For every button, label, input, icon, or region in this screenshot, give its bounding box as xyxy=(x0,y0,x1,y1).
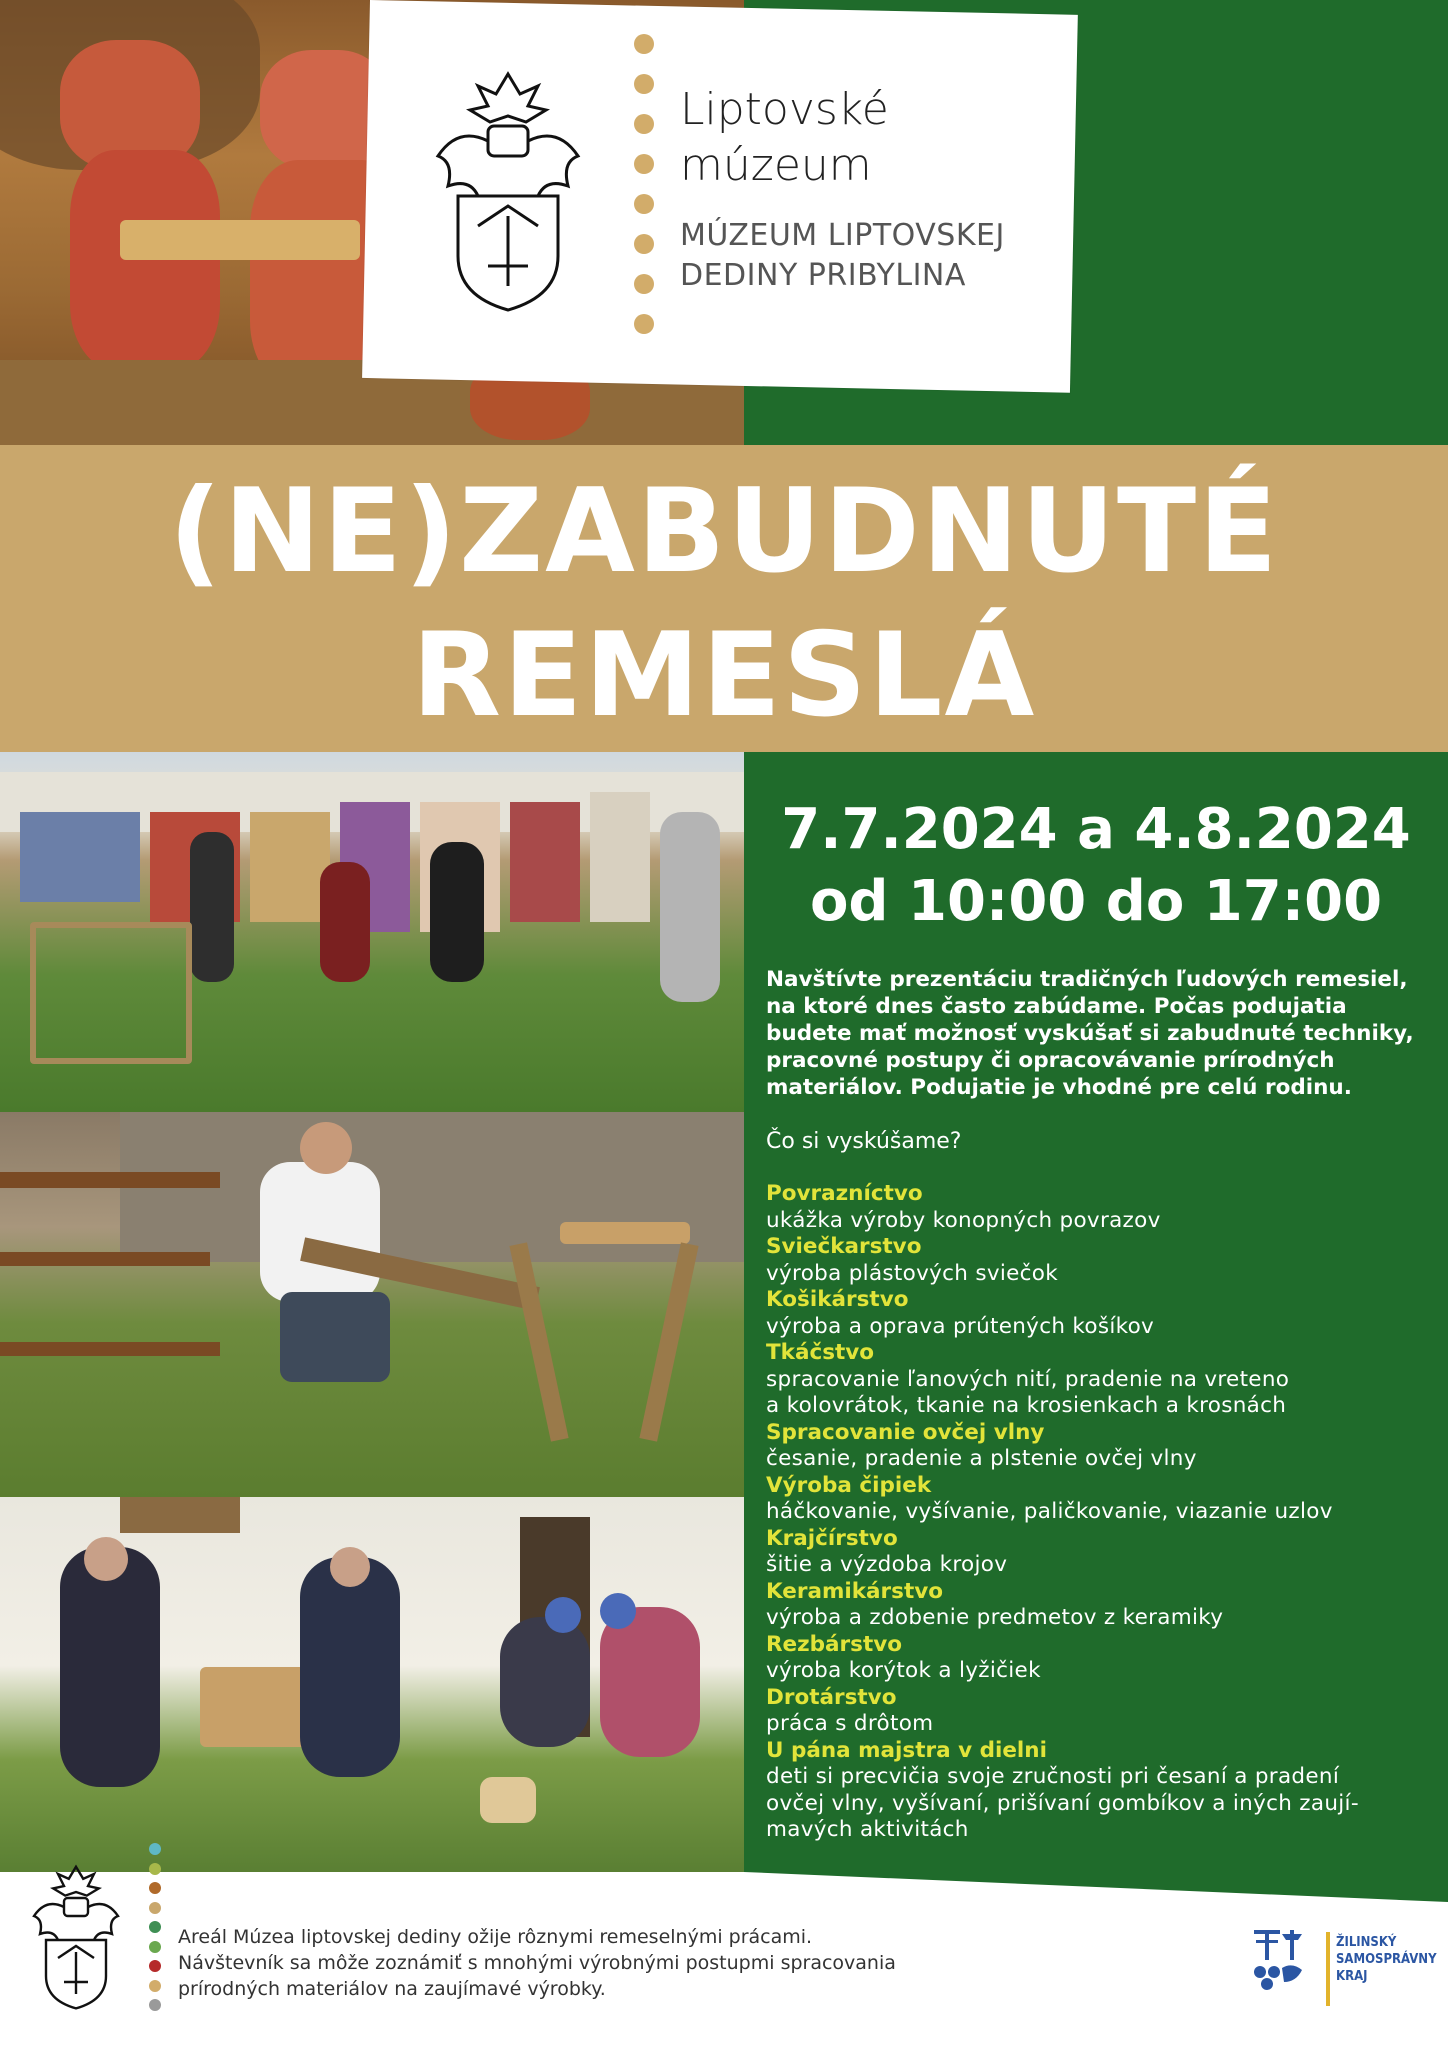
craft-item xyxy=(766,1632,1436,1685)
craft-desc: ukážka výroby konopných povrazov xyxy=(766,1207,1161,1233)
event-time: od 10:00 do 17:00 xyxy=(809,869,1383,934)
craft-desc: a kolovrátok, tkanie na krosienkach a krosnách xyxy=(766,1393,1287,1418)
footer-dot xyxy=(149,1980,161,1992)
craft-name: U pána majstra v dielni xyxy=(766,1737,1047,1763)
craft-item xyxy=(766,1473,1436,1526)
coat-of-arms-icon xyxy=(418,66,598,316)
partner-logo-bar xyxy=(1326,1932,1330,2006)
photo-woodcarver xyxy=(0,1112,744,1497)
craft-item xyxy=(766,1420,1436,1473)
craft-item xyxy=(766,1287,1436,1340)
footer-dot xyxy=(149,1843,161,1855)
intro-line: pracovné postupy či opracovávanie prírodných xyxy=(766,1048,1335,1073)
craft-desc: spracovanie ľanových nití, pradenie na vreteno xyxy=(766,1366,1290,1392)
museum-name-line1: Liptovské xyxy=(680,84,889,135)
craft-desc: deti si precvičia svoje zručnosti pri česaní a pradení xyxy=(766,1764,1340,1789)
footer-line: Areál Múzea liptovskej dediny ožije rôznymi remeselnými prácami. xyxy=(178,1926,813,1948)
logo-dots xyxy=(634,34,656,354)
footer-dot xyxy=(149,1999,161,2011)
craft-name: Košikárstvo xyxy=(766,1287,909,1312)
title-line1: (NE)ZABUDNUTÉ xyxy=(168,464,1280,599)
craft-name: Sviečkarstvo xyxy=(766,1234,922,1259)
craft-name: Rezbárstvo xyxy=(766,1631,903,1657)
craft-item xyxy=(766,1738,1436,1844)
intro-line: Navštívte prezentáciu tradičných ľudových remesiel, xyxy=(766,967,1408,992)
museum-name-line2: múzeum xyxy=(680,140,872,191)
footer-line: prírodných materiálov na zaujímavé výrobky. xyxy=(178,1978,606,2000)
craft-desc: výroba plástových sviečok xyxy=(766,1260,1058,1286)
craft-desc: ovčej vlny, vyšívaní, prišívaní gombíkov a iných zaují- xyxy=(766,1790,1359,1816)
craft-list xyxy=(766,1181,1436,1844)
partner-line: ŽILINSKÝ xyxy=(1336,1935,1397,1950)
museum-sub-line2: DEDINY PRIBYLINA xyxy=(680,258,966,293)
event-dates: 7.7.2024 a 4.8.2024 xyxy=(781,797,1411,862)
museum-subtitle xyxy=(680,216,1080,296)
museum-name xyxy=(680,82,1040,194)
footer-dot xyxy=(149,1902,161,1914)
intro-line: budete mať možnosť vyskúšať si zabudnuté techniky, xyxy=(766,1021,1414,1046)
craft-desc: výroba a zdobenie predmetov z keramiky xyxy=(766,1605,1224,1630)
craft-item xyxy=(766,1181,1436,1234)
footer-dot xyxy=(149,1941,161,1953)
craft-item xyxy=(766,1579,1436,1632)
craft-desc: výroba a oprava prútených košíkov xyxy=(766,1313,1155,1339)
photo-spinning-women xyxy=(0,1497,744,1872)
coat-of-arms-footer-icon xyxy=(20,1862,132,2012)
footer-dot xyxy=(149,1960,161,1972)
craft-item xyxy=(766,1234,1436,1287)
footer-text xyxy=(178,1924,938,2002)
craft-item xyxy=(766,1340,1436,1420)
footer-dot xyxy=(149,1863,161,1875)
museum-sub-line1: MÚZEUM LIPTOVSKEJ xyxy=(680,218,1005,253)
craft-item xyxy=(766,1685,1436,1738)
craft-item xyxy=(766,1526,1436,1579)
craft-desc: práca s drôtom xyxy=(766,1711,934,1736)
footer-dot xyxy=(149,1921,161,1933)
craft-desc: česanie, pradenie a plstenie ovčej vlny xyxy=(766,1446,1197,1471)
partner-line: KRAJ xyxy=(1336,1969,1368,1984)
intro-line: materiálov. Podujatie je vhodné pre celú rodinu. xyxy=(766,1075,1352,1100)
intro-line: na ktoré dnes často zabúdame. Počas podujatia xyxy=(766,994,1347,1019)
partner-line: SAMOSPRÁVNY xyxy=(1336,1952,1437,1967)
footer-line: Návštevník sa môže zoznámiť s mnohými výrobnými postupmi spracovania xyxy=(178,1952,896,1974)
craft-name: Výroba čipiek xyxy=(766,1472,932,1498)
craft-name: Spracovanie ovčej vlny xyxy=(766,1419,1045,1445)
footer-green-wedge xyxy=(744,1872,1448,1902)
craft-desc: háčkovanie, vyšívanie, paličkovanie, viazanie uzlov xyxy=(766,1499,1333,1524)
craft-name: Povrazníctvo xyxy=(766,1181,923,1206)
partner-name xyxy=(1336,1934,1437,1985)
craft-name: Keramikárstvo xyxy=(766,1578,944,1604)
footer-dots xyxy=(149,1843,163,2019)
craft-desc: šitie a výzdoba krojov xyxy=(766,1552,1008,1577)
footer-dot xyxy=(149,1882,161,1894)
photo-weaving-outdoor xyxy=(0,752,744,1112)
craft-name: Drotárstvo xyxy=(766,1684,897,1710)
craft-name: Tkáčstvo xyxy=(766,1340,875,1365)
event-intro xyxy=(766,966,1416,1101)
craft-desc: výroba korýtok a lyžičiek xyxy=(766,1658,1041,1683)
craft-question: Čo si vyskúšame? xyxy=(766,1129,962,1154)
craft-desc: mavých aktivitách xyxy=(766,1817,969,1842)
title-line2: REMESLÁ xyxy=(411,608,1037,743)
craft-name: Krajčírstvo xyxy=(766,1525,898,1551)
